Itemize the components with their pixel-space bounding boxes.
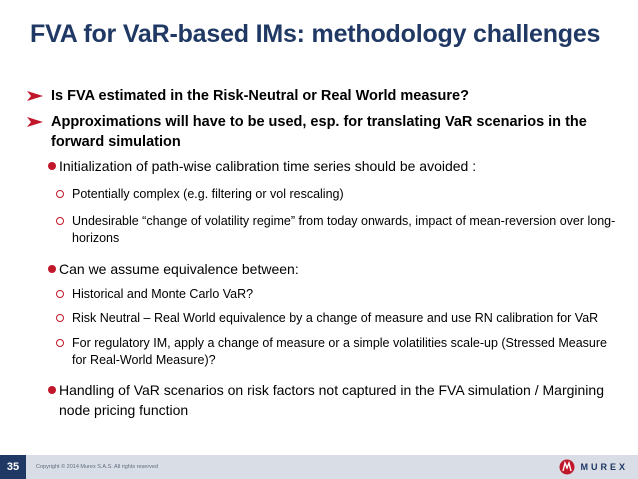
bullet-l2-text: Handling of VaR scenarios on risk factors not captured in the FVA simulation / Margining node pricing function [59, 382, 604, 418]
bullet-l2-text: Initialization of path-wise calibration time series should be avoided : [59, 158, 477, 174]
dot-bullet-icon [48, 265, 56, 273]
dot-bullet-icon [48, 386, 56, 394]
page-number: 35 [0, 455, 26, 479]
bullet-l3-text: Risk Neutral – Real World equivalence by a change of measure and use RN calibration for VaR [72, 311, 599, 325]
murex-logo [559, 459, 628, 475]
logo-text: MUREX [580, 462, 628, 472]
arrow-bullet-icon [27, 117, 43, 127]
ring-bullet-icon [56, 190, 64, 198]
bullet-l3-text: Undesirable “change of volatility regime” from today onwards, impact of mean-reversion over long-horizons [72, 214, 616, 245]
ring-bullet-icon [56, 339, 64, 347]
bullet-l2-text: Can we assume equivalence between: [59, 261, 299, 277]
slide-footer [0, 453, 638, 479]
bullet-l3-text: Historical and Monte Carlo VaR? [72, 287, 254, 301]
ring-bullet-icon [56, 217, 64, 225]
dot-bullet-icon [48, 162, 56, 170]
ring-bullet-icon [56, 314, 64, 322]
bullet-l1-text: Is FVA estimated in the Risk-Neutral or Real World measure? [51, 88, 469, 104]
bullet-l1-text: Approximations will have to be used, esp. for translating VaR scenarios in the forward simulation [51, 114, 587, 150]
bullet-l3-text: Potentially complex (e.g. filtering or vol rescaling) [72, 187, 344, 201]
bullet-l3-text: For regulatory IM, apply a change of measure or a simple volatilities scale-up (Stressed Measure for Real-World Measure)? [72, 336, 607, 367]
ring-bullet-icon [56, 290, 64, 298]
copyright-text: Copyright © 2014 Murex S.A.S. All rights reserved [36, 464, 159, 470]
arrow-bullet-icon [27, 91, 43, 101]
murex-logo-icon [559, 459, 577, 475]
slide-title: FVA for VaR-based IMs: methodology challenges [30, 20, 601, 48]
